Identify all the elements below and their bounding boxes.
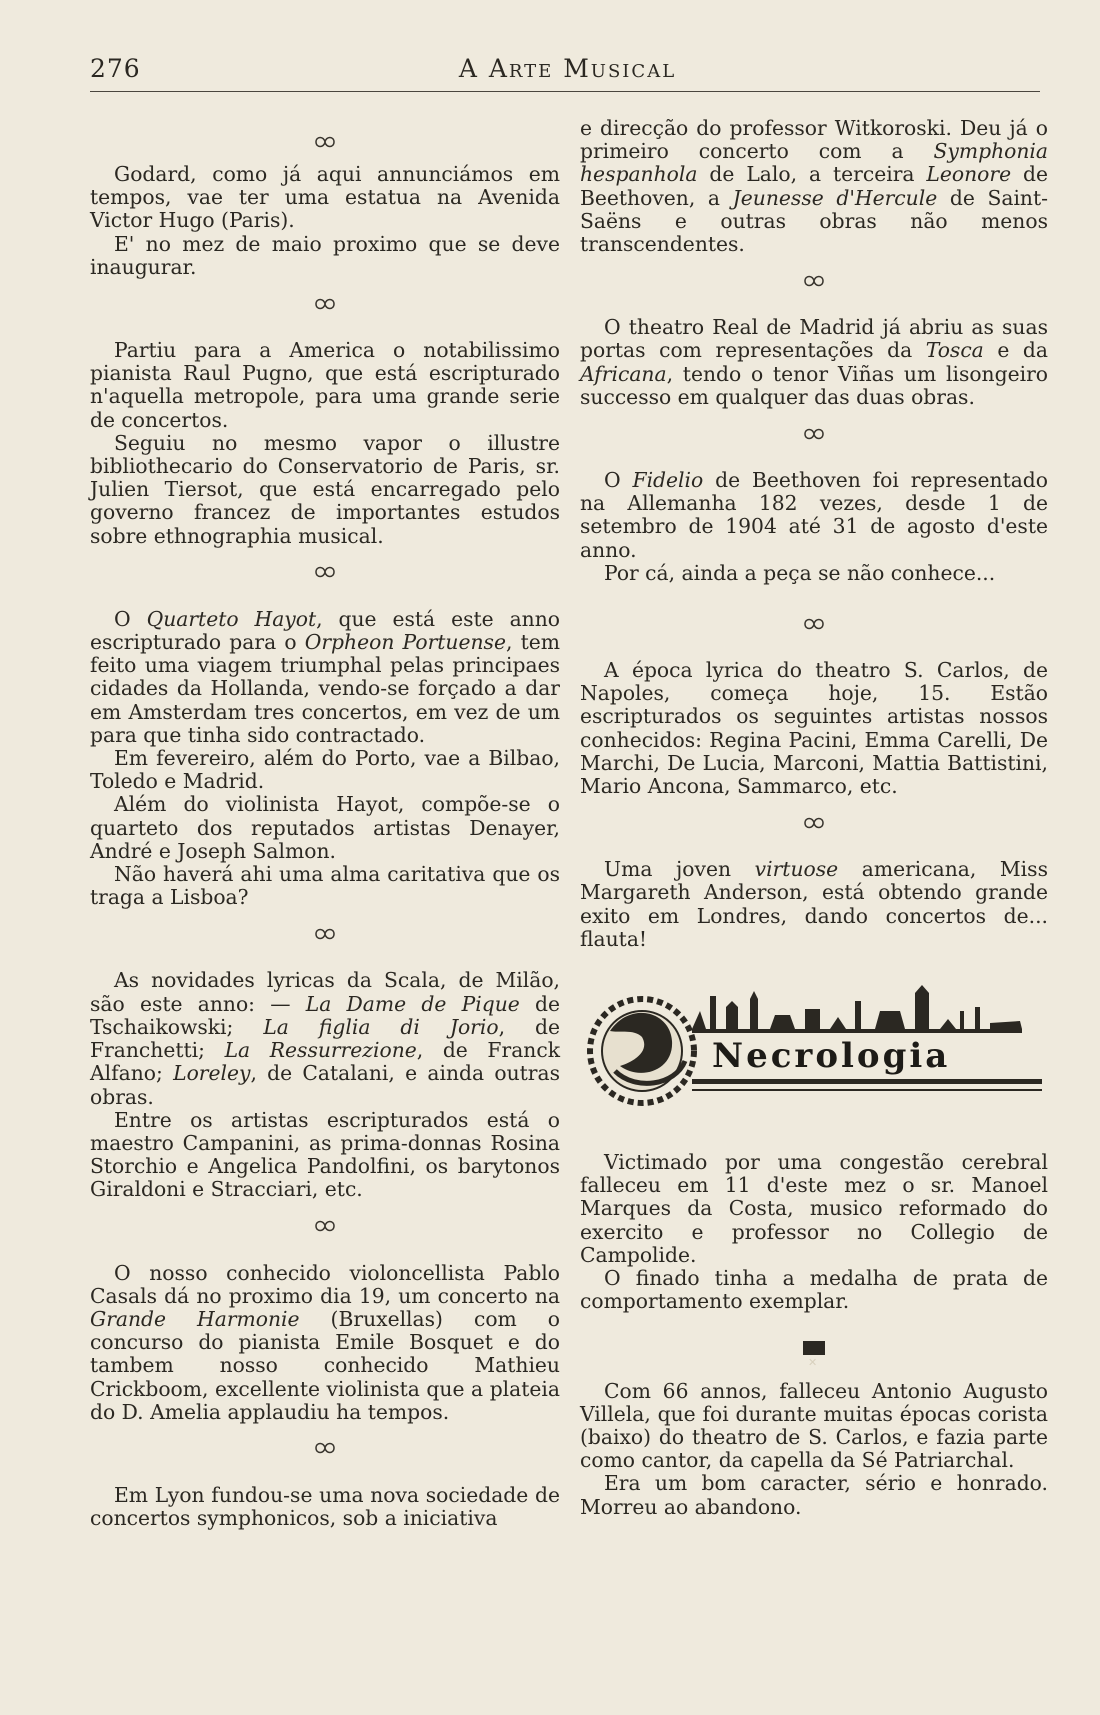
left-column [90, 117, 560, 1530]
ornament-icon [580, 256, 1048, 302]
obituary-costa: Victimado por uma congestão cerebral falleceu em 11 d'este mez o sr. Manoel Marques da Costa, musico reformado do exercito e professor no Collegio de Campolide. [580, 1150, 1048, 1267]
article-godard: Godard, como já aqui annunciámos em tempos, vae ter uma estatua na Avenida Victor Hugo (Paris). [90, 162, 560, 233]
article-anderson: Uma joven virtuose americana, Miss Margareth Anderson, está obtendo grande exito em Londres, dando concertos de... flauta! [580, 857, 1048, 951]
article-hayot-lisboa: Não haverá ahi uma alma caritativa que os traga a Lisboa? [90, 862, 560, 910]
journal-title: A Arte Musical [458, 54, 677, 83]
article-fidelio: O Fidelio de Beethoven foi representado na Allemanha 182 vezes, desde 1 de setembro de 1904 até 31 de agosto d'este anno. [580, 468, 1048, 562]
obituary-costa-2: O finado tinha a medalha de prata de comportamento exemplar. [580, 1266, 1048, 1314]
page-number: 276 [90, 54, 141, 83]
article-pugno: Partiu para a America o notabilissimo pianista Raul Pugno, que está escripturado n'aquella metropole, para uma grande serie de concertos. [90, 338, 560, 432]
ornament-icon [90, 548, 560, 594]
article-madrid: O theatro Real de Madrid já abriu as suas portas com representações da Tosca e da Africana, tendo o tenor Viñas um lisongeiro successo em qualquer das duas obras. [580, 315, 1048, 409]
ornament-icon [90, 1424, 560, 1470]
right-column [580, 117, 1048, 1519]
divider-mark-icon [580, 1322, 1048, 1372]
article-quarteto-hayot: O Quarteto Hayot, que está este anno escripturado para o Orpheon Portuense, tem feito uma viagem triumphal pelas principaes cidades da Hollanda, vendo-se forçado a dar em Amsterdam tres concertos, em vez de um para que tinha sido contractado. [90, 606, 560, 747]
article-fidelio-2: Por cá, ainda a peça se não conhece... [604, 560, 996, 585]
page-header [90, 48, 1045, 88]
article-scala: As novidades lyricas da Scala, de Milão, são este anno: — La Dame de Pique de Tschaikowski; La figlia di Jorio, de Franchetti; La Ressurrezione, de Franck Alfano; Loreley, de Catalani, e ainda outras obras. [90, 968, 560, 1109]
necrologia-title: Necrologia [712, 1036, 951, 1077]
article-napoles: A época lyrica do theatro S. Carlos, de Napoles, começa hoje, 15. Estão escripturados os seguintes artistas nossos conhecidos: Regina Pacini, Emma Carelli, De Marchi, De Lucia, Marconi, Mattia Battistini, Mario Ancona, Sammarco, etc. [580, 658, 1048, 799]
ornament-icon [580, 599, 1048, 645]
obituary-villela: Com 66 annos, falleceu Antonio Augusto Villela, que foi durante muitas épocas corista (baixo) do theatro de S. Carlos, e fazia parte como cantor, da capella da Sé Patriarchal. [580, 1378, 1048, 1473]
ornament-icon [580, 409, 1048, 455]
necrologia-banner [580, 971, 1050, 1121]
article-godard-2: E' no mez de maio proximo que se deve inaugurar. [90, 231, 560, 279]
ornament-icon [90, 279, 560, 325]
obituary-villela-2: Era um bom caracter, sério e honrado. Morreu ao abandono. [580, 1471, 1048, 1519]
ornament-icon [90, 909, 560, 955]
article-hayot-members: Além do violinista Hayot, compõe-se o quarteto dos reputados artistas Denayer, André e Joseph Salmon. [90, 792, 560, 863]
article-hayot-tour: Em fevereiro, além do Porto, vae a Bilbao, Toledo e Madrid. [90, 746, 560, 794]
article-tiersot: Seguiu no mesmo vapor o illustre bibliothecario do Conservatorio de Paris, sr. Julien Tiersot, que está encarregado pelo governo francez de importantes estudos sobre ethnographia musical. [90, 430, 560, 548]
ornament-icon [580, 798, 1048, 844]
ornament-icon [90, 1202, 560, 1248]
article-lyon: Em Lyon fundou-se uma nova sociedade de concertos symphonicos, sob a iniciativa [90, 1482, 560, 1531]
article-lyon-cont: e direcção do professor Witkoroski. Deu já o primeiro concerto com a Symphonia hespanhola de Lalo, a terceira Leonore de Beethoven, a Jeunesse d'Hercule de Saint-Saëns e outras obras não menos transcendentes. [580, 116, 1048, 257]
header-rule [90, 91, 1040, 92]
article-scala-artists: Entre os artistas escripturados está o maestro Campanini, as prima-donnas Rosina Storchio e Angelica Pandolfini, os barytonos Giraldoni e Stracciari, etc. [90, 1107, 560, 1202]
article-casals: O nosso conhecido violoncellista Pablo Casals dá no proximo dia 19, um concerto na Grande Harmonie (Bruxellas) com o concurso do pianista Emile Bosquet e do tambem nosso conhecido Mathieu Crickboom, excellente violinista que a plateia do D. Amelia applaudiu ha tempos. [90, 1260, 561, 1424]
ornament-icon [90, 117, 560, 163]
